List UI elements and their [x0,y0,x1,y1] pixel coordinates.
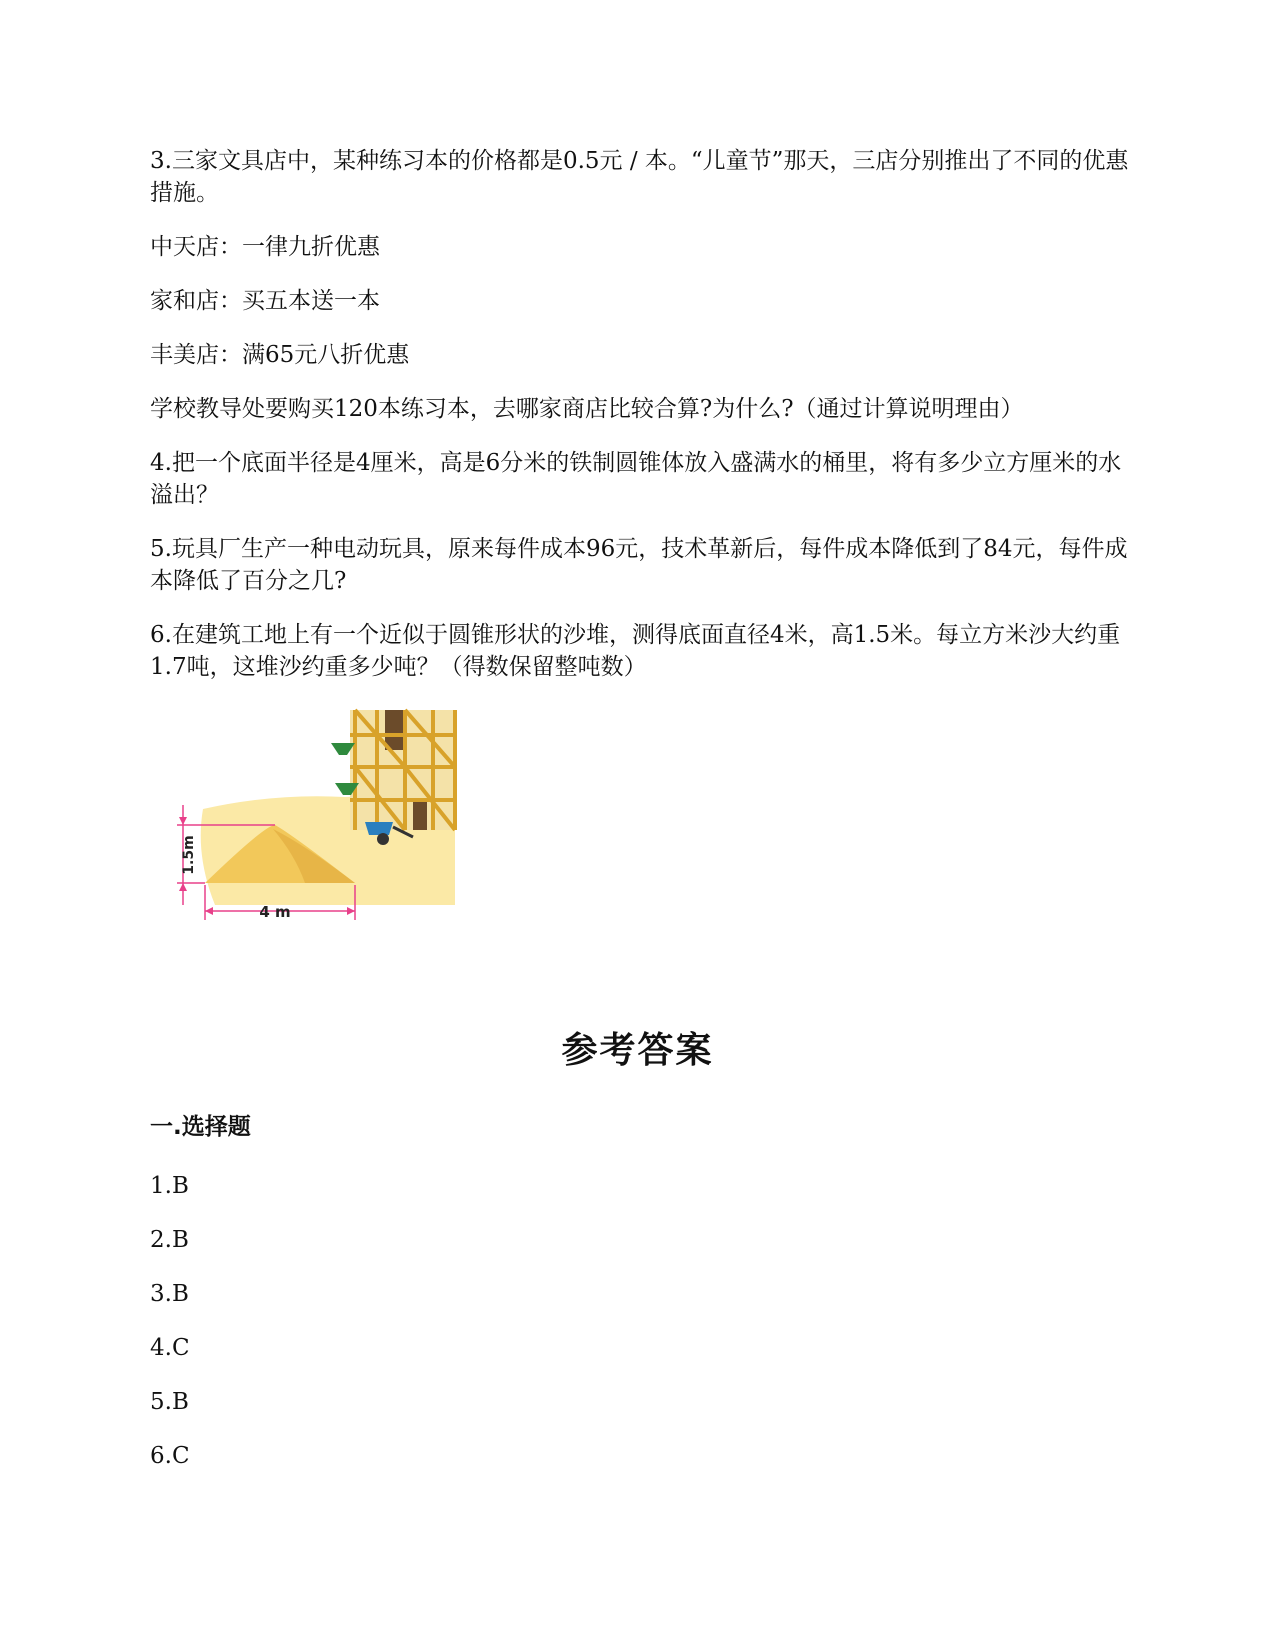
question-list [150,145,1130,930]
answer-item: 1.B [150,1173,189,1199]
store-fengmei: 丰美店：满65元八折优惠 [150,342,410,368]
question-6: 6.在建筑工地上有一个近似于圆锥形状的沙堆，测得底面直径4米，高1.5米。每立方米沙大约重1.7吨，这堆沙约重多少吨？（得数保留整吨数） [150,622,1121,680]
question-3-text: 3.三家文具店中，某种练习本的价格都是0.5元 / 本。“儿童节”那天，三店分别推出了不同的优惠措施。 [150,148,1129,206]
answer-item: 6.C [150,1443,190,1469]
height-label: 1.5m [181,835,197,875]
width-label: 4 m [259,903,291,921]
question-5: 5.玩具厂生产一种电动玩具，原来每件成本96元，技术革新后，每件成本降低到了84元，每件成本降低了百分之几? [150,536,1128,594]
answer-item: 2.B [150,1227,189,1253]
store-zhongtian: 中天店：一律九折优惠 [150,234,380,260]
answer-item: 4.C [150,1335,190,1361]
answer-item: 3.B [150,1281,189,1307]
question-4: 4.把一个底面半径是4厘米，高是6分米的铁制圆锥体放入盛满水的桶里，将有多少立方厘米的水溢出？ [150,450,1122,508]
section-heading: 一.选择题 [150,1114,251,1140]
sand-pile-illustration [155,705,465,930]
answer-item: 5.B [150,1389,189,1415]
answer-key-title: 参考答案 [561,1030,714,1071]
sand-pile-figure [155,705,465,930]
answer-list [150,1170,190,1494]
store-jiahe: 家和店：买五本送一本 [150,288,380,314]
question-3-ask: 学校教导处要购买120本练习本，去哪家商店比较合算?为什么?（通过计算说明理由） [150,396,1024,422]
